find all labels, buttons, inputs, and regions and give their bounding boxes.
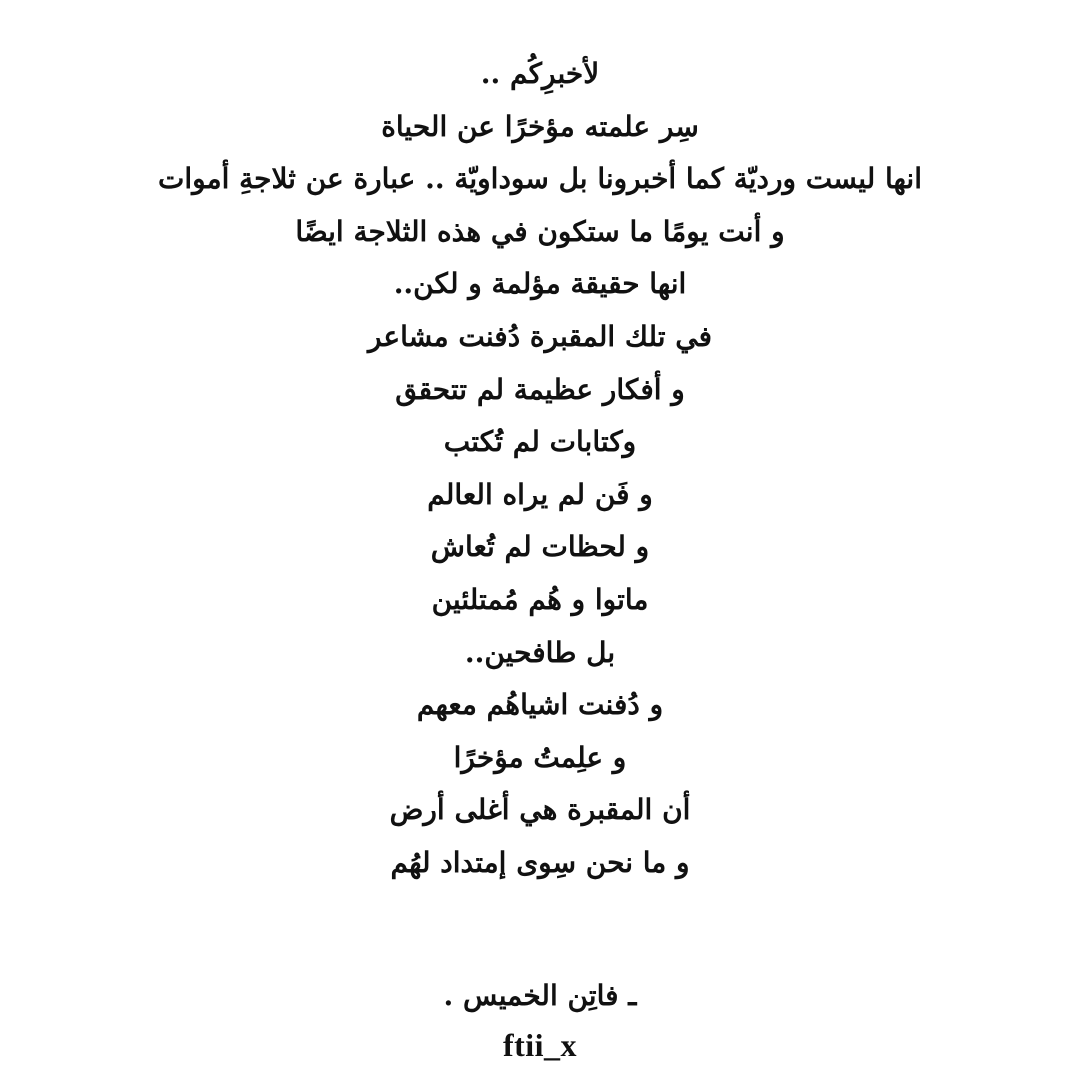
poem-line: أن المقبرة هي أغلى أرض [389, 793, 691, 827]
poem-line: و دُفنت اشياهُم معهم [416, 688, 664, 722]
poem-line: و ما نحن سِوى إمتداد لهُم [390, 845, 690, 879]
poem-line: انها حقيقة مؤلمة و لكن.. [393, 267, 687, 301]
poem-text [0, 48, 1080, 890]
author-signature: ـ فاتِن الخميس . [443, 979, 637, 1012]
poem-line: انها ليست ورديّة كما أخبرونا بل سوداويّة .. عبارة عن ثلاجةِ أموات [158, 162, 922, 196]
poem-line: و فَن لم يراه العالم [427, 477, 653, 511]
poem-line: ماتوا و هُم مُمتلئين [431, 582, 649, 616]
poem-line: وكتابات لم تُكتب [443, 425, 637, 459]
poem-line: بل طافحين.. [464, 635, 616, 669]
poem-line: و علِمتُ مؤخرًا [453, 740, 627, 774]
poem-line: في تلك المقبرة دُفنت مشاعر [367, 319, 713, 353]
poem-line: لأخبرِكُم .. [480, 57, 600, 90]
author-handle: ftii_x [502, 1027, 578, 1063]
poem-line: سِر علمته مؤخرًا عن الحياة [381, 109, 699, 143]
poem-line: و أفكار عظيمة لم تتحقق [395, 372, 685, 406]
poem-line: و لحظات لم تُعاش [430, 530, 650, 564]
poem-line: و أنت يومًا ما ستكون في هذه الثلاجة ايضًا [295, 214, 785, 248]
